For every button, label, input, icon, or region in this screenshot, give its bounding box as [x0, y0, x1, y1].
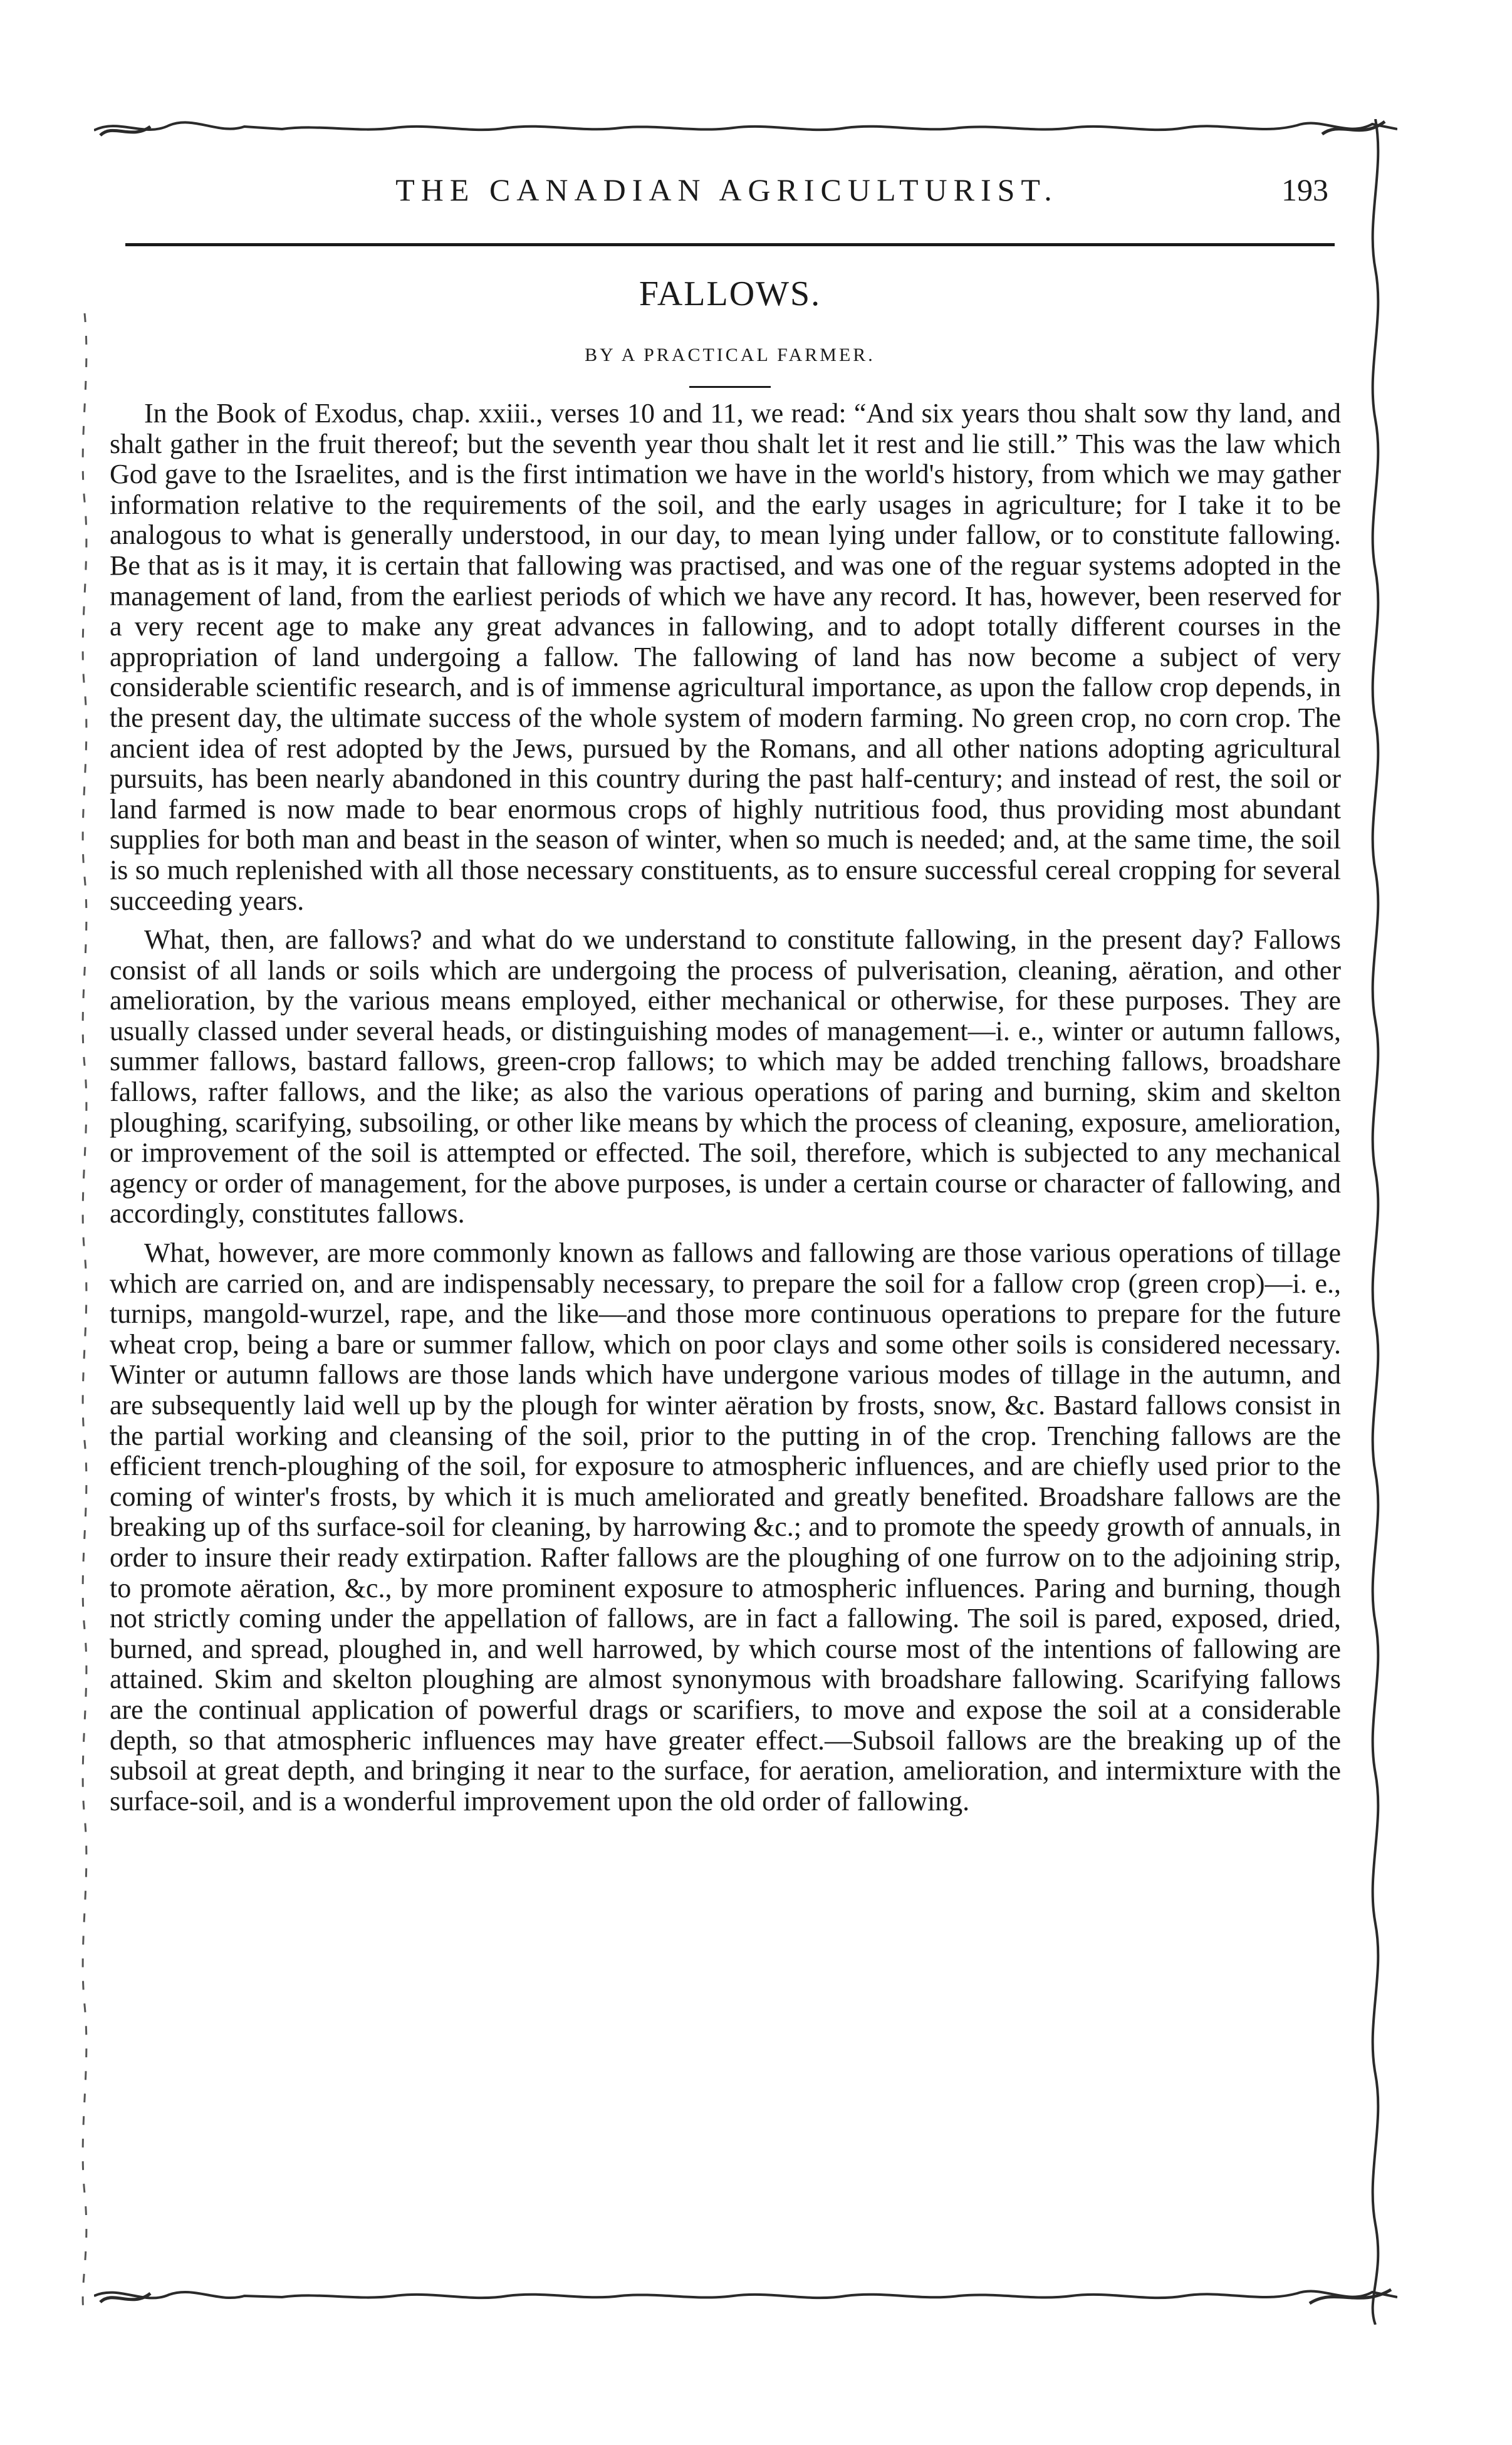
bottom-ornamental-border	[94, 2281, 1397, 2312]
header-rule	[125, 243, 1335, 246]
paragraph: What, however, are more commonly known as fallows and fallowing are those various operations of tillage which are carried on, and are indispensably necessary, to prepare the soil for a fallow crop (green crop)—i. e., turnips, mangold-wurzel, rape, and the like—and those more continuous operations to prepare for the future wheat crop, being a bare or summer fallow, which on poor clays and some other soils is considered necessary. Winter or autumn fallows are those lands which have undergone various modes of tillage in the autumn, and are subsequently laid well up by the plough for winter aëration by frosts, snow, &c. Bastard fallows consist in the partial working and cleansing of the soil, prior to the putting in of the crop. Trenching fallows are the efficient trench-ploughing of the soil, for exposure to atmospheric influences, and are chiefly used prior to the coming of winter's frosts, by which it is much ameliorated and greatly benefited. Broadshare fallows are the breaking up of ths surface-soil for cleaning, by harrowing &c.; and to promote the speedy growth of annuals, in order to insure their ready extirpation. Rafter fallows are the ploughing of one furrow on to the adjoining strip, to promote aëration, &c., by more prominent exposure to atmospheric influences. Paring and burning, though not strictly coming under the appellation of fallows, are in fact a fallowing. The soil is pared, exposed, dried, burned, and spread, ploughed in, and well harrowed, by which course most of the intentions of fallowing are attained. Skim and skelton ploughing are almost synonymous with broadshare fallowing. Scarifying fallows are the continual application of powerful drags or scarifiers, to move and expose the soil at a considerable depth, so that atmospheric influences may have greater effect.—Subsoil fallows are the breaking up of the subsoil at great depth, and bringing it near to the surface, for aeration, amelioration, and intermixture with the surface-soil, and is a wonderful improvement upon the old order of fallowing.	[110, 1238, 1341, 1817]
right-ornamental-border	[1347, 119, 1404, 2325]
article-title: FALLOWS.	[639, 274, 821, 313]
paragraph: In the Book of Exodus, chap. xxiii., verses 10 and 11, we read: “And six years thou shalt sow thy land, and shalt gather in the fruit thereof; but the seventh year thou shalt let it rest and lie still.” This was the law which God gave to the Israelites, and is the first intimation we have in the world's history, from which we may gather information relative to the requirements of the soil, and the early usages in agriculture; for I take it to be analogous to what is generally understood, in our day, to mean lying under fallow, or to constitute fallowing. Be that as is it may, it is certain that fallowing was practised, and was one of the reguar systems adopted in the management of land, from the earliest periods of which we have any record. It has, however, been reserved for a very recent age to make any great advances in fallowing, and to adopt totally different courses in the appropriation of land undergoing a fallow. The fallowing of land has now become a subject of very considerable scientific research, and is of immense agricultural importance, as upon the fallow crop depends, in the present day, the ultimate success of the whole system of modern farming. No green crop, no corn crop. The ancient idea of rest adopted by the Jews, pursued by the Romans, and all other nations adopting agricultural pursuits, has been nearly abandoned in this country during the past half-century; and instead of rest, the soil or land farmed is now made to bear enormous crops of highly nutritious food, thus providing most abundant supplies for both man and beast in the season of winter, when so much is needed; and, at the same time, the soil is so much replenished with all those necessary constituents, as to ensure successful cereal cropping for several succeeding years.	[110, 398, 1341, 916]
paragraph: What, then, are fallows? and what do we understand to constitute fallowing, in the present day? Fallows consist of all lands or soils which are undergoing the process of pulverisation, cleaning, aëration, and other amelioration, by the various means employed, either mechanical or otherwise, for these purposes. They are usually classed under several heads, or distinguishing modes of management—i. e., winter or autumn fallows, summer fallows, bastard fallows, green-crop fallows; to which may be added trenching fallows, broadshare fallows, rafter fallows, and the like; as also the various operations of paring and burning, skim and skelton ploughing, scarifying, subsoiling, or other like means by which the process of cleaning, exposure, amelioration, or improvement of the soil is attempted or effected. The soil, therefore, which is subjected to any mechanical agency or order of management, for the above purposes, is under a certain course or character of fallowing, and accordingly, constitutes fallows.	[110, 924, 1341, 1229]
article-byline: BY A PRACTICAL FARMER.	[585, 345, 875, 365]
article-body	[110, 399, 1341, 1817]
journal-title: THE CANADIAN AGRICULTURIST.	[395, 172, 1058, 207]
byline-rule	[689, 386, 771, 388]
running-head	[100, 168, 1353, 212]
page-number: 193	[1281, 172, 1328, 207]
left-ornamental-border	[69, 313, 100, 2318]
top-ornamental-border	[94, 113, 1397, 144]
